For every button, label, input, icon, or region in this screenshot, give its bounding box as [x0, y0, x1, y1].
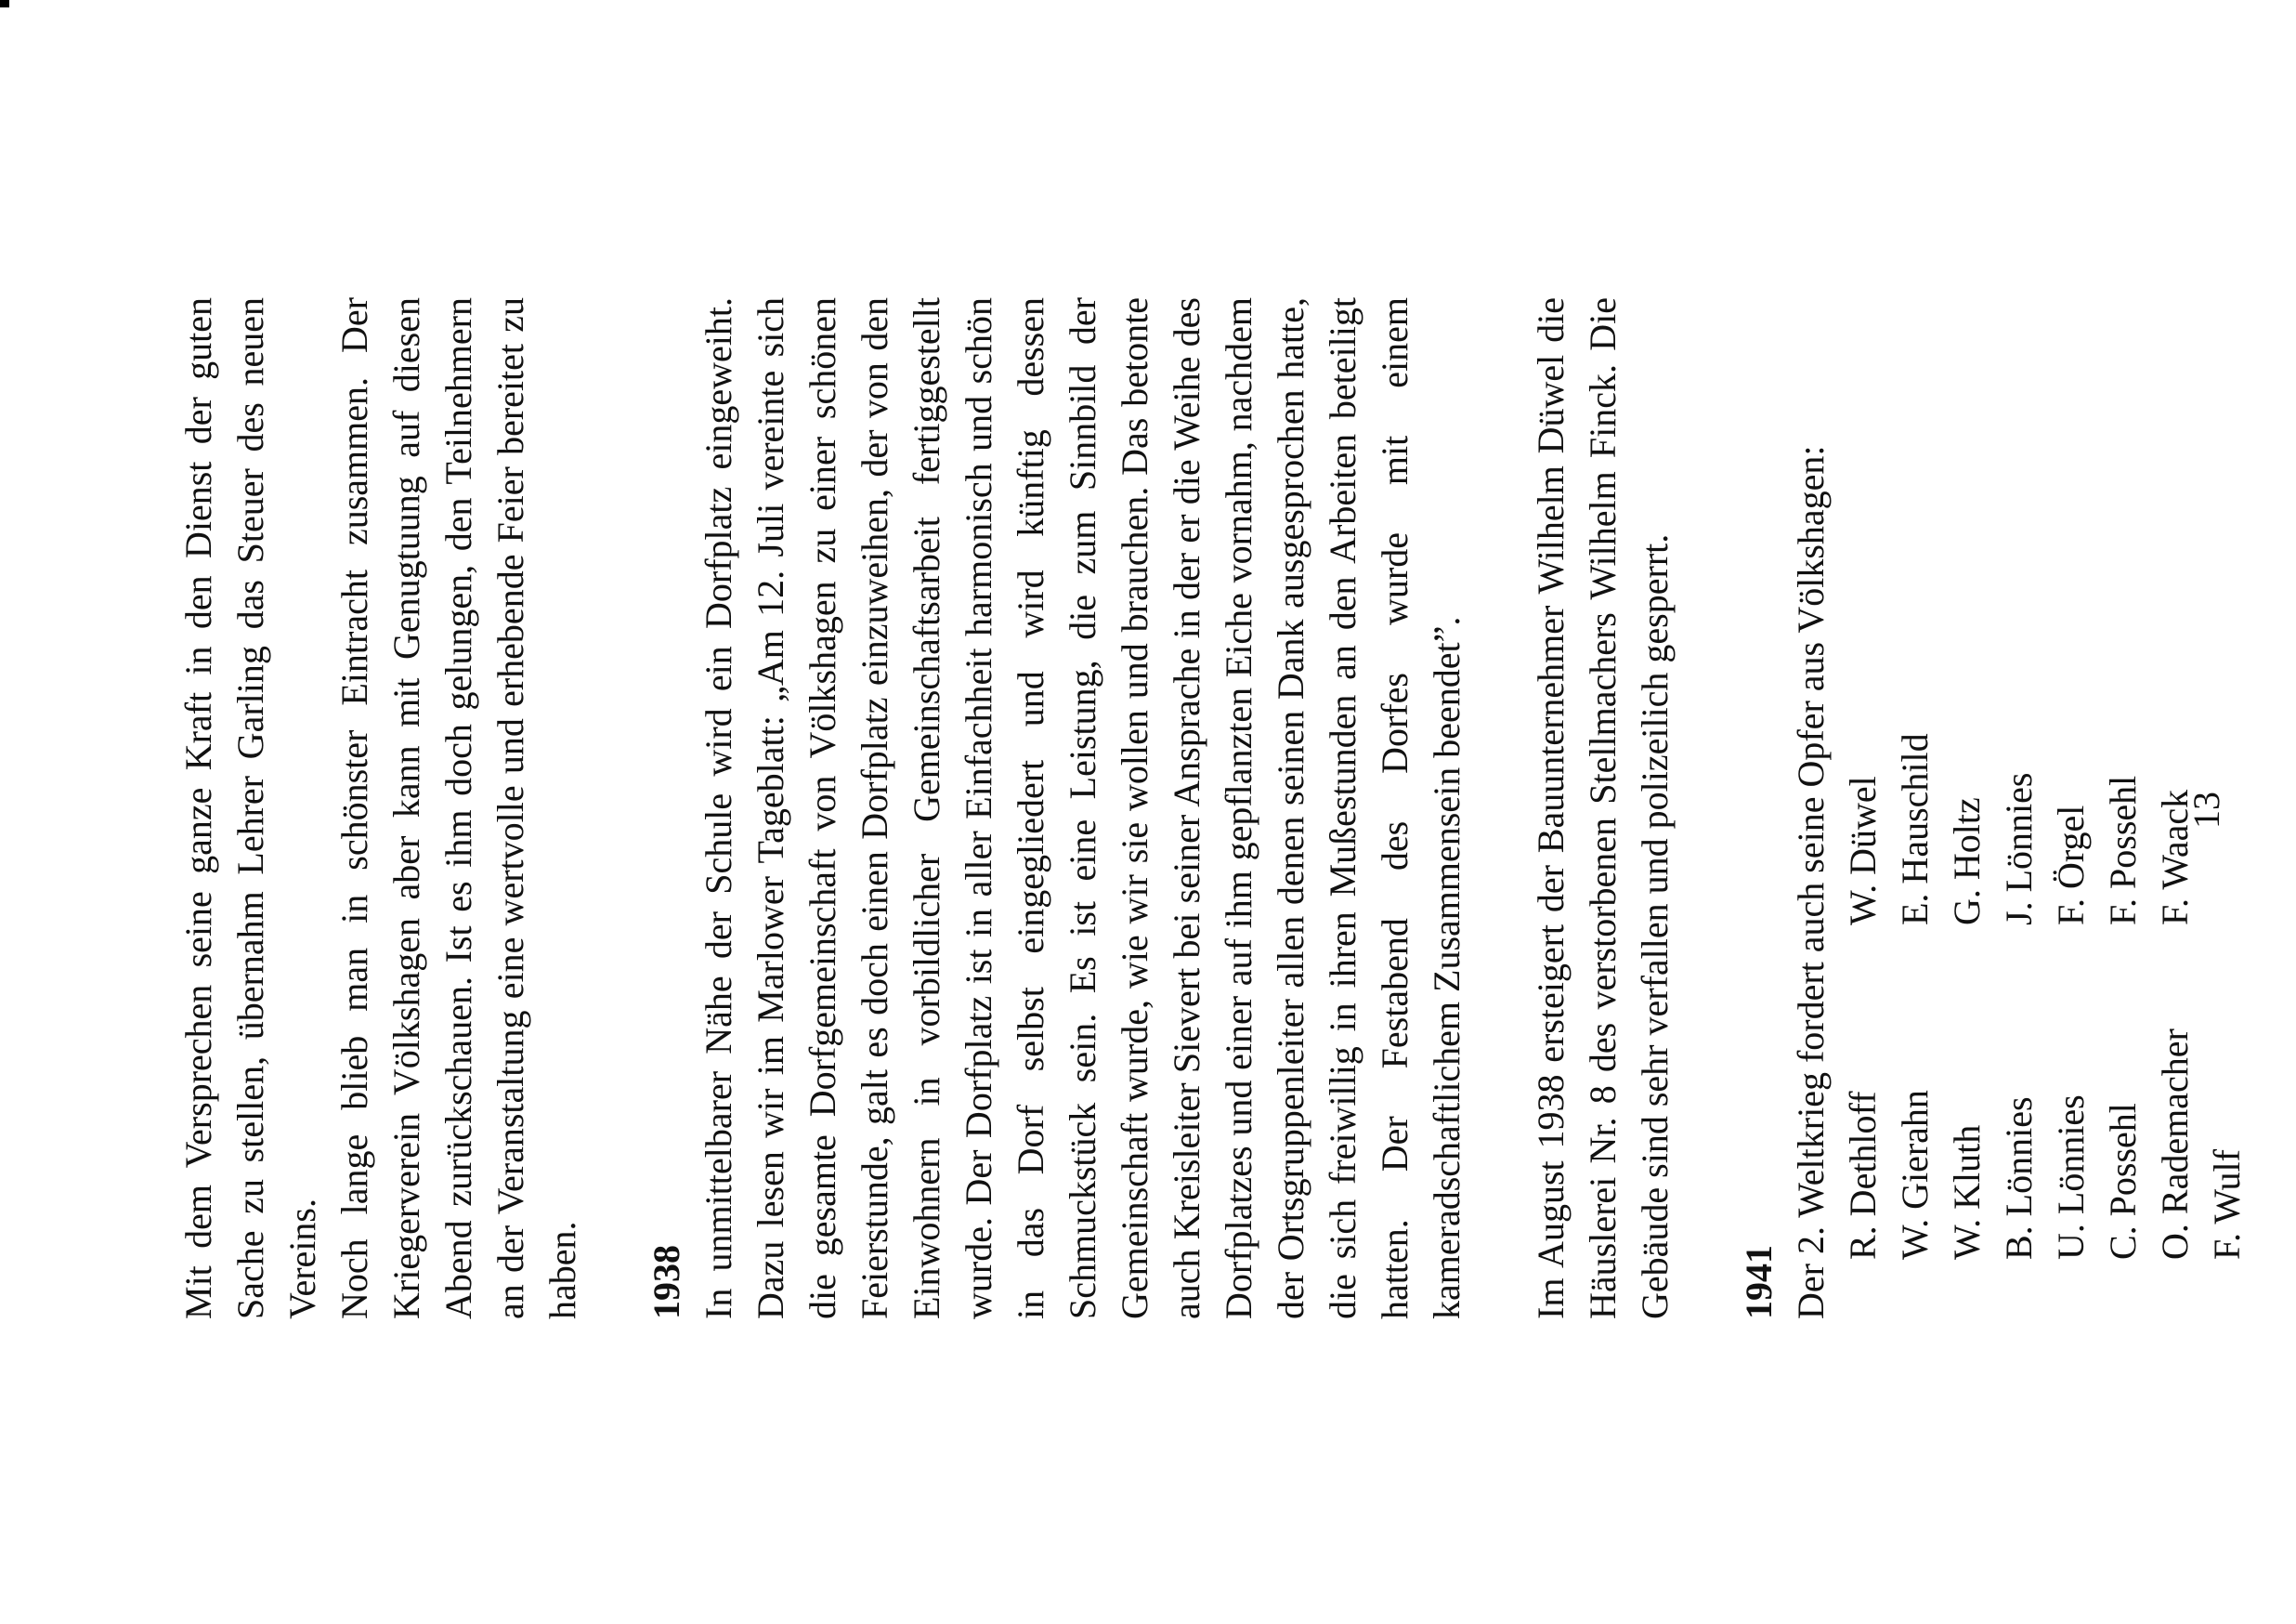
victim-name: G. Holtz	[1946, 797, 1988, 925]
victim-name: F. Örgel	[2050, 805, 2092, 925]
victim-name: W. Gierahn	[1894, 1090, 1936, 1260]
victim-name: W. Düwel	[1842, 776, 1884, 925]
victim-name: B. Lönnies	[1998, 1096, 2040, 1260]
year-heading-1941: 1941	[1738, 1245, 1780, 1319]
victims-column-2	[1837, 591, 2253, 925]
paragraph-eintracht: Noch lange blieb man in schönster Eintracht zusammen. Der Kriegerverein Völkshagen aber kann mit Genugtuung auf diesen Abend zurückschauen. Ist es ihm doch gelungen, den Teilnehmern an der Veranstaltung eine wertvolle und erhebende Feier bereitet zu haben.	[333, 297, 583, 1319]
paragraph-weltkrieg: Der 2. Weltkrieg fordert auch seine Opfer aus Völkshagen:	[1790, 445, 1832, 1319]
victim-name: J. Lönnies	[1998, 772, 2040, 925]
spacer	[589, 297, 641, 1319]
spacer	[1681, 297, 1733, 1319]
scan-mark	[0, 0, 9, 7]
victims-column-1	[1837, 925, 2253, 1260]
victim-name: O. Rademacher	[2154, 1028, 2196, 1260]
victim-name: C. Possehl	[2102, 1103, 2144, 1260]
victim-name: U. Lönnies	[2050, 1094, 2092, 1260]
victim-name: W. Kluth	[1946, 1124, 1988, 1260]
victim-name: F. Waack	[2154, 789, 2196, 925]
page-content	[173, 297, 2253, 1319]
page-number: 13	[2185, 792, 2227, 829]
victim-name: R. Dethloff	[1842, 1091, 1884, 1260]
paragraph-vereinsvorsitz: Mit dem Versprechen seine ganze Kraft in den Dienst der guten Sache zu stellen, übernahm Lehrer Garling das Steuer des neuen Vereins.	[177, 297, 323, 1319]
spacer	[1473, 297, 1525, 1319]
year-heading-1938: 1938	[646, 1245, 687, 1319]
paragraph-dorfplatz: In unmittelbarer Nähe der Schule wird ein Dorfplatz eingeweiht. Dazu lesen wir im Marlower Tageblatt: „Am 12. Juli vereinte sich die gesamte Dorfgemeinschaft von Völkshagen zu einer schönen Feierstunde, galt es doch einen Dorfplatz einzuweihen, der von den Einwohnern in vorbildlicher Gemeinschaftsarbeit fertiggestellt wurde. Der Dorfplatz ist in aller Einfachheit harmonisch und schön in das Dorf selbst eingegliedert und wird künftig dessen Schmuckstück sein. Es ist eine Leistung, die zum Sinnbild der Gemeinschaft wurde, wie wir sie wollen und brauchen. Das betonte auch Kreisleiter Sievert bei seiner Ansprache in der er die Weihe des Dorfplatzes und einer auf ihm gepflanzten Eiche vornahm, nachdem der Ortsgruppenleiter allen denen seinen Dank ausgesprochen hatte, die sich freiwillig in ihren Mußestunden an den Arbeiten beteiligt hatten. Der Festabend des Dorfes wurde mit einem kameradschaftlichem Zusammensein beendet”.	[698, 297, 1468, 1319]
victim-name: F. Possehl	[2102, 775, 2144, 925]
victim-name: F. Wulf	[2206, 1149, 2248, 1260]
paragraph-haeuslerei: Im August 1938 ersteigert der Bauunternehmer Wilhelm Düwel die Häuslerei Nr. 8 des verstorbenen Stellmachers Wilhelm Finck. Die Gebäude sind sehr verfallen und polizeilich gesperrt.	[1530, 297, 1676, 1319]
victim-name: E. Hauschild	[1894, 733, 1936, 925]
